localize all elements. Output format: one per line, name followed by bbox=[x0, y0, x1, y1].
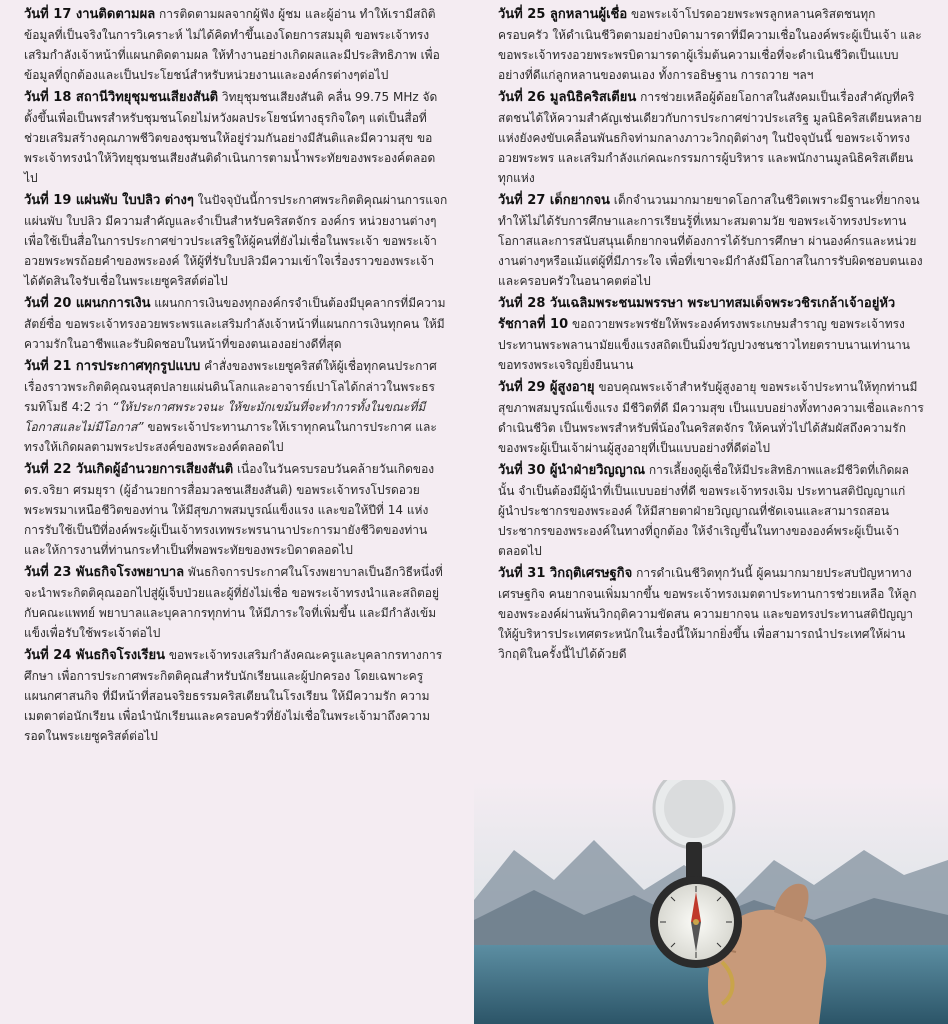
entry-heading: วันที่ 30 ผู้นำฝ่ายวิญญาณ bbox=[498, 463, 646, 478]
entry-body: พันธกิจการประกาศในโรงพยาบาลเป็นอีกวิธีหนึ่งที่จะนำพระกิตติคุณออกไปสู่ผู้เจ็บป่วยและผู้ที่ยังไม่เชื่อ ขอพระเจ้าทรงนำและสถิตอยู่กับคณะแพทย์ พยาบาลและบุคลากรทุกท่าน ให้มีภาระใจที่เพิ่มขึ้น และมีกำลังเข้มแข็งเพื่อรับใช้พระเจ้าต่อไป bbox=[24, 565, 443, 640]
entry-day-19 bbox=[24, 190, 448, 291]
entry-day-17 bbox=[24, 4, 448, 85]
entry-day-26 bbox=[498, 87, 924, 188]
entry-heading: วันที่ 26 มูลนิธิคริสเตียน bbox=[498, 90, 637, 105]
entry-day-25 bbox=[498, 4, 924, 85]
entry-body: การช่วยเหลือผู้ด้อยโอกาสในสังคมเป็นเรื่องสำคัญที่คริสตชนได้ให้ความสำคัญเช่นเดียวกับการประกาศข่าวประเสริฐ มูลนิธิคริสเตียนหลายแห่งยังคงขับเคลื่อนพันธกิจท่ามกลางภาวะวิกฤติต่างๆ ในปัจจุบันนี้ ขอพระเจ้าทรงอวยพระพร และเสริมกำลังแก่คณะกรรมการผู้บริหาร และพนักงานมูลนิธิคริสเตียนทุกแห่ง bbox=[498, 90, 922, 185]
entry-body-tail: ขอพระเจ้าประทานภาระให้เราทุกคนในการประกาศ และทรงให้เกิดผลตามพระประสงค์ของพระองค์ตลอดไป bbox=[24, 420, 437, 454]
entry-heading: วันที่ 24 พันธกิจโรงเรียน bbox=[24, 648, 166, 663]
entry-body: ขอถวายพระพรชัยให้พระองค์ทรงพระเกษมสำราญ ขอพระเจ้าทรงประทานพระพลานามัยแข็งแรงสถิตเป็นมิ่งขวัญปวงชนชาวไทยตราบนานเท่านาน ขอทรงพระเจริญยิ่งยืนนาน bbox=[498, 317, 910, 372]
entry-day-22 bbox=[24, 459, 448, 560]
entry-heading: วันที่ 25 ลูกหลานผู้เชื่อ bbox=[498, 7, 628, 22]
entry-heading: วันที่ 20 แผนกการเงิน bbox=[24, 296, 151, 311]
compass-photo bbox=[474, 780, 948, 1024]
entry-heading: วันที่ 23 พันธกิจโรงพยาบาล bbox=[24, 565, 185, 580]
entry-body: เด็กจำนวนมากมายขาดโอกาสในชีวิตเพราะมีฐานะที่ยากจน ทำให้ไม่ได้รับการศึกษาและการเรียนรู้ที่เหมาะสมตามวัย ขอพระเจ้าทรงประทานโอกาสและการสนับสนุนเด็กยากจนที่ต้องการได้รับการศึกษา ผ่านองค์กรและหน่วยงานต่างๆหรือแม้แต่ผู้ที่มีภาระใจ เพื่อที่เขาจะมีกำลังมีโอกาสในการรับผิดชอบตนเองและครอบครัวในอนาคตต่อไป bbox=[498, 193, 923, 288]
entry-heading: วันที่ 18 สถานีวิทยุชุมชนเสียงสันติ bbox=[24, 90, 219, 105]
entry-day-27 bbox=[498, 190, 924, 291]
entry-body: การติดตามผลจากผู้ฟัง ผู้ชม และผู้อ่าน ทำให้เรามีสถิติข้อมูลที่เป็นจริงในการวิเคราะห์ ไม่ได้คิดทำขึ้นเองโดยการสมมุติ ขอพระเจ้าทรงเสริมกำลังเจ้าหน้าที่แผนกติดตามผล ให้ทำงานอย่างเกิดผลและมีประสิทธิภาพ เพื่อข้อมูลที่ถูกต้องและเป็นประโยชน์สำหรับหน่วยงานและองค์กรต่างๆต่อไป bbox=[24, 7, 440, 82]
entry-body: ในปัจจุบันนี้การประกาศพระกิตติคุณผ่านการแจกแผ่นพับ ใบปลิว มีความสำคัญและจำเป็นสำหรับคริสตจักร องค์กร หน่วยงานต่างๆ เพื่อใช้เป็นสื่อในการประกาศข่าวประเสริฐให้ผู้คนที่ยังไม่เชื่อในพระเจ้า ขอพระเจ้าอวยพระพรถ้อยคำของพระองค์ ให้ผู้ที่รับใบปลิวมีความเข้าใจเรื่องราวของพระเจ้า ได้ตัดสินใจรับเชื่อในพระเยซูคริสต์ต่อไป bbox=[24, 193, 448, 288]
entry-day-31 bbox=[498, 563, 924, 664]
entry-day-24 bbox=[24, 645, 448, 746]
entry-day-20 bbox=[24, 293, 448, 354]
entry-heading: วันที่ 31 วิกฤติเศรษฐกิจ bbox=[498, 566, 633, 581]
left-column bbox=[24, 4, 448, 748]
right-column bbox=[498, 4, 924, 666]
entry-day-18 bbox=[24, 87, 448, 188]
entry-day-21 bbox=[24, 356, 448, 457]
scripture-quote: “ให้ประกาศพระวจนะ ให้ขะมักเขม้นที่จะทำการทั้งในขณะที่มีโอกาสและไม่มีโอกาส” bbox=[24, 400, 426, 434]
entry-heading: วันที่ 21 การประกาศทุกรูปแบบ bbox=[24, 359, 201, 374]
entry-heading: วันที่ 22 วันเกิดผู้อำนวยการเสียงสันติ bbox=[24, 462, 234, 477]
entry-body: คำสั่งของพระเยซูคริสต์ให้ผู้เชื่อทุกคนประกาศเรื่องราวพระกิตติคุณจนสุดปลายแผ่นดินโลกและอาจารย์เปาโลได้กล่าวในพระธรรมทิโมธี 4:2 ว่า bbox=[24, 359, 437, 414]
entry-body: ขอพระเจ้าโปรดอวยพระพรลูกหลานคริสตชนทุกครอบครัว ให้ดำเนินชีวิตตามอย่างบิดามารดาที่มีความเชื่อในองค์พระผู้เป็นเจ้า และขอพระเจ้าทรงอวยพระพรบิดามารดาผู้เริ่มต้นความเชื่อที่จะดำเนินชีวิตเป็นแบบอย่างที่ดีแก่ลูกหลานของตนเอง ทั้งการอธิษฐาน การถวาย ฯลฯ bbox=[498, 7, 922, 82]
entry-heading: วันที่ 28 วันเฉลิมพระชนมพรรษา พระบาทสมเด็จพระวชิรเกล้าเจ้าอยู่หัว รัชกาลที่ 10 bbox=[498, 296, 896, 332]
entry-heading: วันที่ 19 แผ่นพับ ใบปลิว ต่างๆ bbox=[24, 193, 194, 208]
entry-body: การเลี้ยงดูผู้เชื่อให้มีประสิทธิภาพและมีชีวิตที่เกิดผลนั้น จำเป็นต้องมีผู้นำที่เป็นแบบอย่างที่ดี ขอพระเจ้าทรงเจิม ประทานสติปัญญาแก่ผู้นำประชากรของพระองค์ ให้มีสายตาฝ่ายวิญญาณที่ชัดเจนและสามารถสอนประชากรของพระองค์ในทางที่ถูกต้อง ให้จำเริญขึ้นในทางขององค์พระผู้เป็นเจ้าตลอดไป bbox=[498, 463, 909, 558]
entry-body: ขอบคุณพระเจ้าสำหรับผู้สูงอายุ ขอพระเจ้าประทานให้ทุกท่านมีสุขภาพสมบูรณ์แข็งแรง มีชีวิตที่ดี มีความสุข เป็นแบบอย่างทั้งทางความเชื่อและการดำเนินชีวิต เป็นพระพรสำหรับพี่น้องในคริสตจักร ให้คนทั่วไปได้สัมผัสถึงความรักของพระผู้เป็นเจ้าผ่านผู้สูงอายุที่เป็นแบบอย่างที่ดีต่อไป bbox=[498, 380, 924, 455]
compass-hinge bbox=[686, 842, 702, 882]
entry-heading: วันที่ 29 ผู้สูงอายุ bbox=[498, 380, 595, 395]
entry-body: การดำเนินชีวิตทุกวันนี้ ผู้คนมากมายประสบปัญหาทางเศรษฐกิจ คนยากจนเพิ่มมากขึ้น ขอพระเจ้าทรงเมตตาประทานการช่วยเหลือ ให้ลูกของพระองค์ผ่านพ้นวิกฤติความขัดสน ความยากจน และขอทรงประทานสติปัญญาให้ผู้บริหารประเทศตระหนักในเรื่องนี้ให้มากยิ่งขึ้น เพื่อสามารถนำประเทศให้ผ่านวิกฤติในครั้งนี้ไปได้ด้วยดี bbox=[498, 566, 917, 661]
entry-day-23 bbox=[24, 562, 448, 643]
entry-day-28 bbox=[498, 293, 924, 375]
entry-heading: วันที่ 27 เด็กยากจน bbox=[498, 193, 610, 208]
entry-body: เนื่องในวันครบรอบวันคล้ายวันเกิดของ ดร.จริยา ศรมยุรา (ผู้อำนวยการสื่อมวลชนเสียงสันติ) ขอพระเจ้าทรงโปรดอวยพระพรมาเหนือชีวิตของท่าน ให้มีสุขภาพสมบูรณ์แข็งแรง และขอให้ปีที่ 14 แห่งการรับใช้เป็นปีที่องค์พระผู้เป็นเจ้าทรงเทพระพรนานาประการมายังชีวิตของท่าน และให้การงานที่ท่านกระทำเป็นที่พอพระทัยของพระบิดาตลอดไป bbox=[24, 462, 435, 557]
entry-day-30 bbox=[498, 460, 924, 561]
entry-body: แผนกการเงินของทุกองค์กรจำเป็นต้องมีบุคลากรที่มีความสัตย์ซื่อ ขอพระเจ้าทรงอวยพระพรและเสริมกำลังเจ้าหน้าที่แผนกการเงินทุกคน ให้มีความรักในอาชีพและรับผิดชอบในหน้าที่ของตนเองอย่างดีที่สุด bbox=[24, 296, 446, 351]
compass-illustration bbox=[474, 780, 948, 1024]
entry-body: วิทยุชุมชนเสียงสันติ คลื่น 99.75 MHz จัดตั้งขึ้นเพื่อเป็นพรสำหรับชุมชนโดยไม่หวังผลประโยชน์ทางธุรกิจใดๆ แต่เป็นสื่อที่ช่วยเสริมสร้างคุณภาพชีวิตของชุมชนให้อยู่ร่วมกันอย่างมีสันติและมีความสุข ขอพระเจ้าทรงนำให้วิทยุชุมชนเสียงสันติดำเนินการตามน้ำพระทัยของพระองค์ตลอดไป bbox=[24, 90, 438, 185]
entry-day-29 bbox=[498, 377, 924, 458]
compass-pivot bbox=[693, 919, 699, 925]
entry-body: ขอพระเจ้าทรงเสริมกำลังคณะครูและบุคลากรทางการศึกษา เพื่อการประกาศพระกิตติคุณสำหรับนักเรียนและผู้ปกครอง โดยเฉพาะครูแผนกศาสนกิจ ที่มีหน้าที่สอนจริยธรรมคริสเตียนในโรงเรียน ให้มีความรัก ความเมตตาต่อนักเรียน เพื่อนำนักเรียนและครอบครัวที่ยังไม่เชื่อในพระเจ้ามาถึงความรอดในพระเยซูคริสต์ต่อไป bbox=[24, 648, 443, 743]
compass-lid-mirror bbox=[664, 780, 724, 838]
entry-heading: วันที่ 17 งานติดตามผล bbox=[24, 7, 156, 22]
